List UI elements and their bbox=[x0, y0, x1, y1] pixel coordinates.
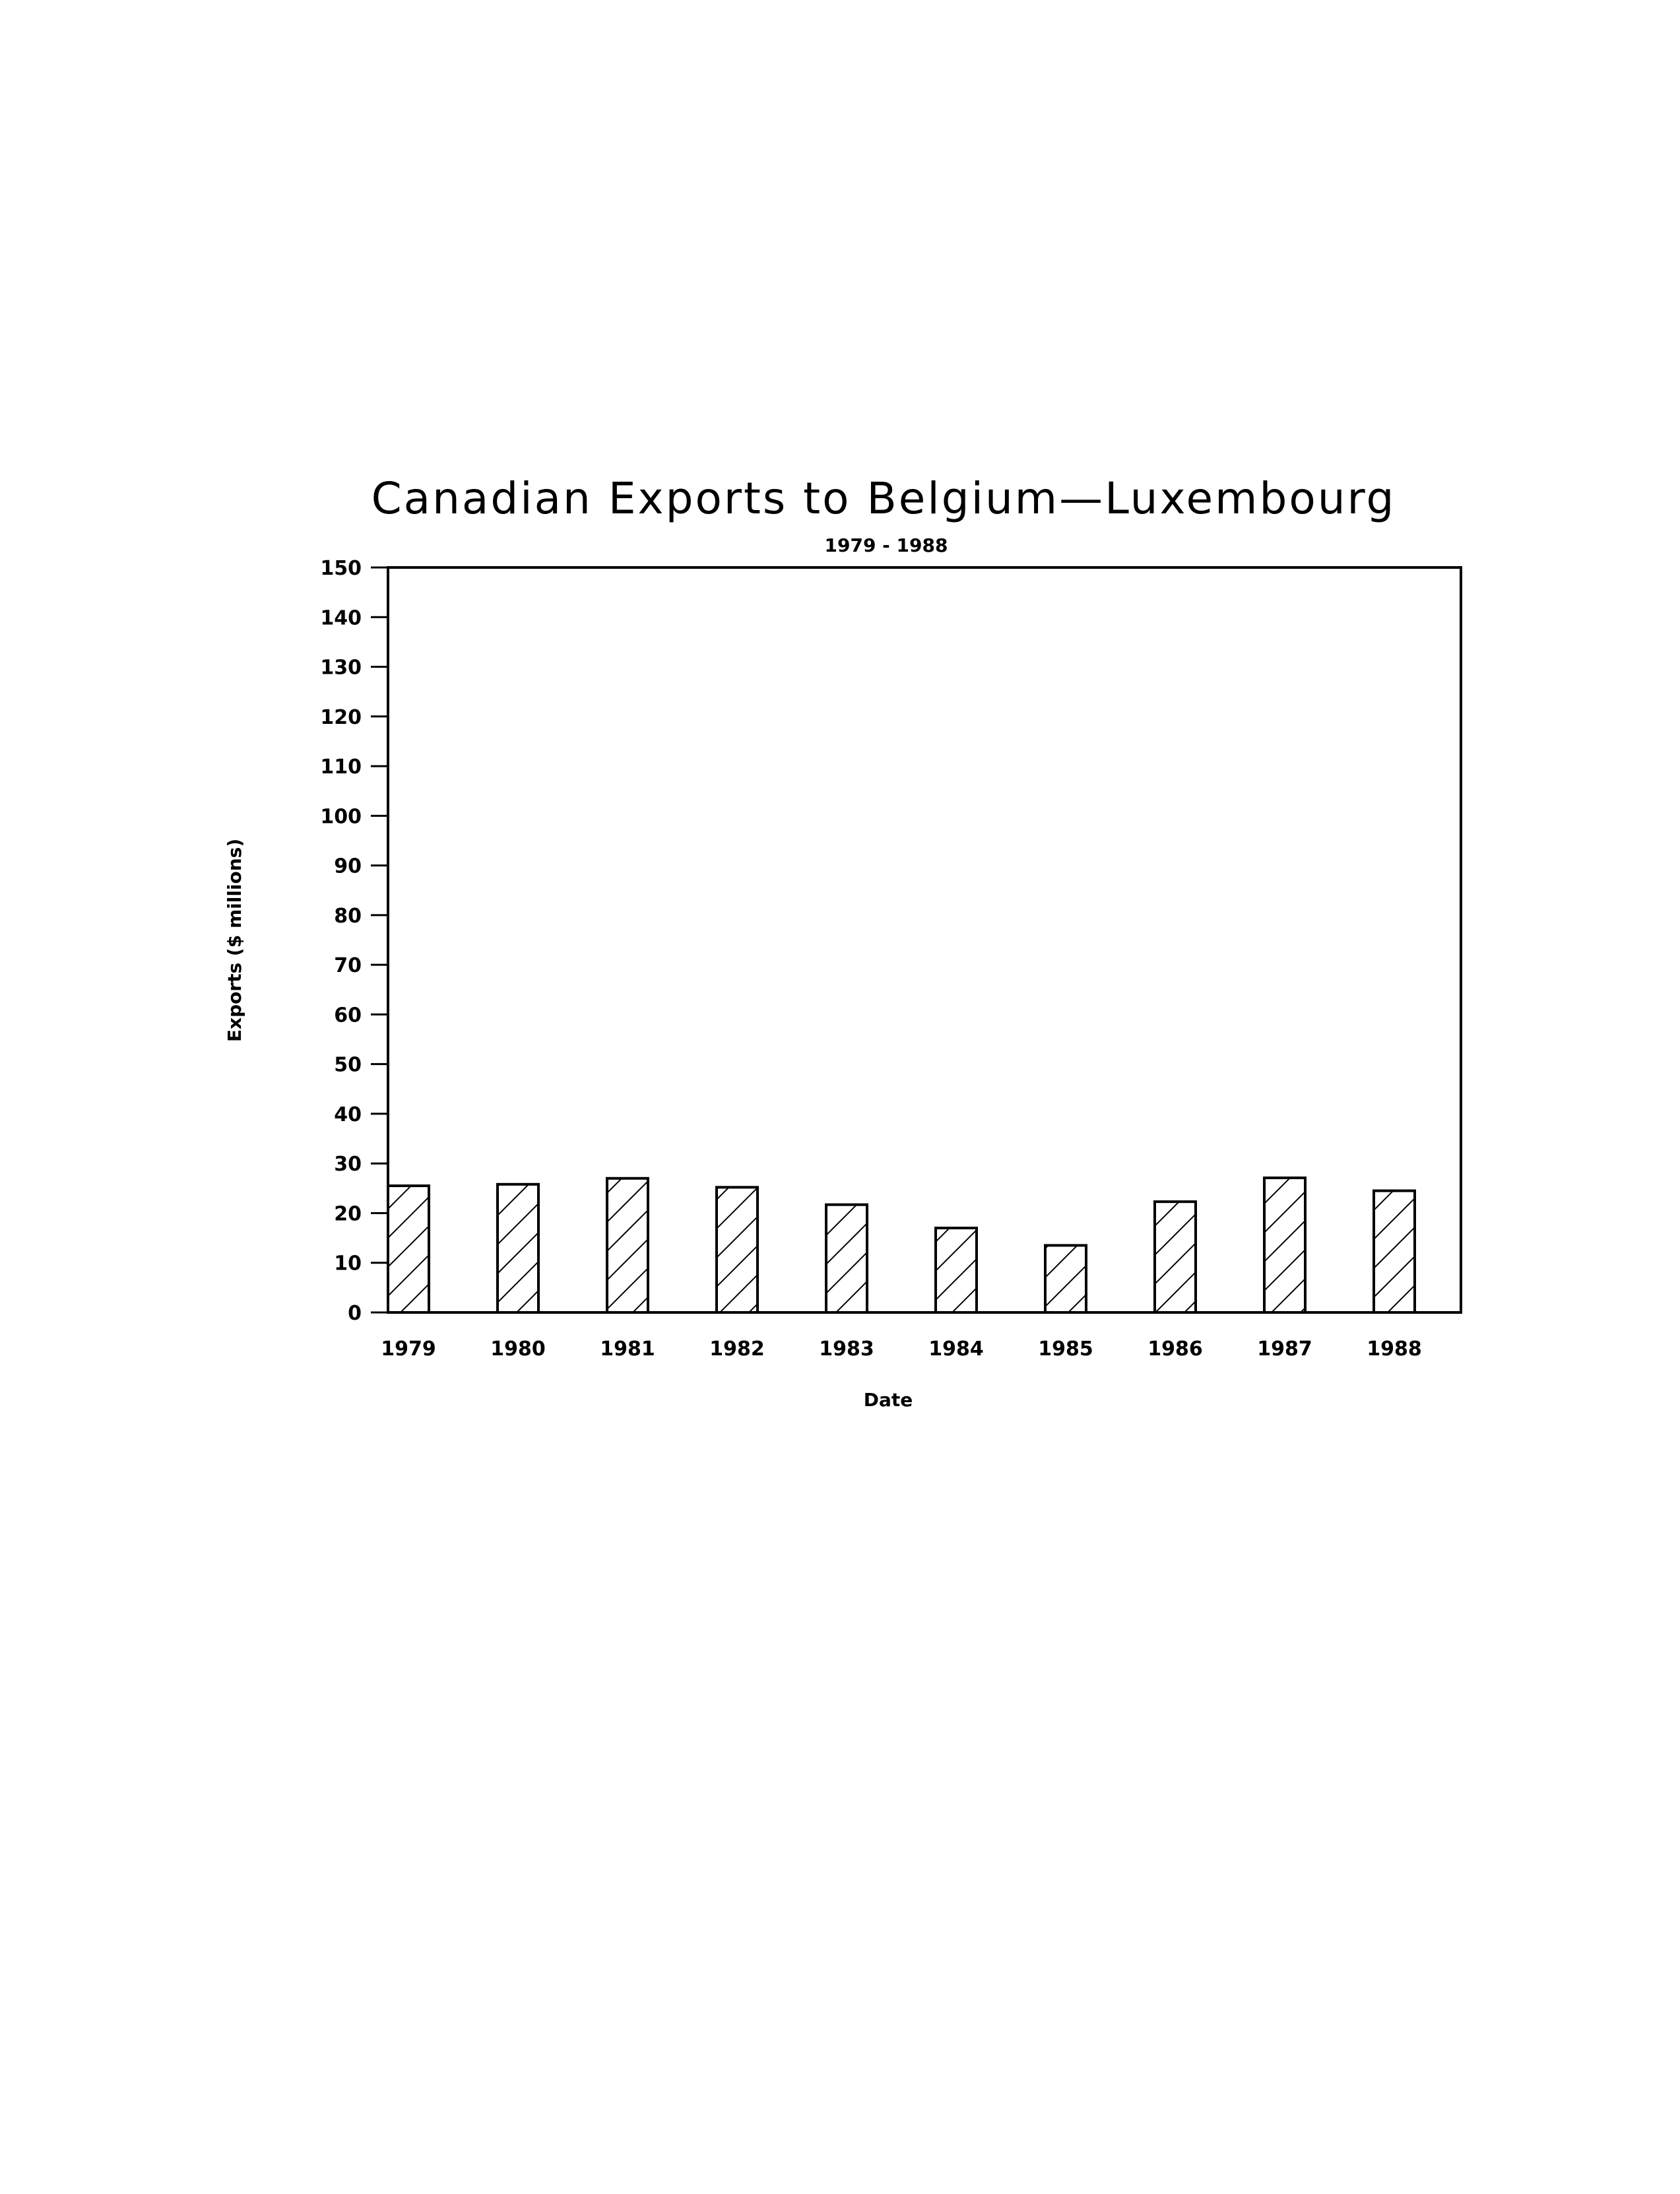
bars bbox=[388, 1178, 1415, 1312]
bar bbox=[717, 1187, 758, 1312]
y-tick-label: 40 bbox=[334, 1103, 362, 1126]
bar bbox=[826, 1205, 867, 1312]
x-tick-label: 1983 bbox=[819, 1338, 874, 1361]
y-tick-label: 80 bbox=[334, 904, 362, 928]
y-tick-label: 10 bbox=[334, 1252, 362, 1275]
y-tick-label: 60 bbox=[334, 1004, 362, 1027]
x-tick-label: 1979 bbox=[381, 1338, 436, 1361]
bar bbox=[388, 1186, 429, 1312]
y-tick-label: 110 bbox=[320, 756, 362, 779]
chart-subtitle: 1979 - 1988 bbox=[824, 534, 948, 556]
bar bbox=[1155, 1202, 1196, 1312]
bar bbox=[1264, 1178, 1305, 1312]
bar bbox=[1045, 1245, 1086, 1312]
y-tick-label: 140 bbox=[320, 606, 362, 630]
bar bbox=[498, 1184, 538, 1312]
y-tick-label: 90 bbox=[334, 855, 362, 878]
y-tick-label: 0 bbox=[348, 1302, 362, 1325]
x-tick-label: 1982 bbox=[709, 1338, 765, 1361]
bar bbox=[1374, 1191, 1415, 1312]
x-tick-label: 1984 bbox=[928, 1338, 984, 1361]
y-tick-label: 70 bbox=[334, 954, 362, 978]
x-tick-label: 1988 bbox=[1367, 1338, 1422, 1361]
y-tick-label: 30 bbox=[334, 1153, 362, 1177]
y-tick-label: 100 bbox=[320, 805, 362, 829]
y-axis bbox=[320, 557, 388, 1325]
x-axis-label: Date bbox=[863, 1389, 913, 1411]
x-axis bbox=[381, 1338, 1422, 1361]
x-tick-label: 1985 bbox=[1038, 1338, 1093, 1361]
x-tick-label: 1987 bbox=[1257, 1338, 1312, 1361]
chart-title: Canadian Exports to Belgium—Luxembourg bbox=[371, 473, 1396, 524]
y-tick-label: 130 bbox=[320, 656, 362, 680]
y-tick-label: 50 bbox=[334, 1053, 362, 1077]
x-tick-label: 1981 bbox=[600, 1338, 655, 1361]
y-tick-label: 20 bbox=[334, 1202, 362, 1226]
x-tick-label: 1986 bbox=[1147, 1338, 1203, 1361]
x-tick-label: 1980 bbox=[490, 1338, 546, 1361]
bar bbox=[607, 1178, 648, 1312]
y-tick-label: 150 bbox=[320, 557, 362, 580]
bar bbox=[936, 1228, 977, 1312]
y-tick-label: 120 bbox=[320, 705, 362, 729]
y-axis-label: Exports ($ millions) bbox=[224, 838, 245, 1043]
